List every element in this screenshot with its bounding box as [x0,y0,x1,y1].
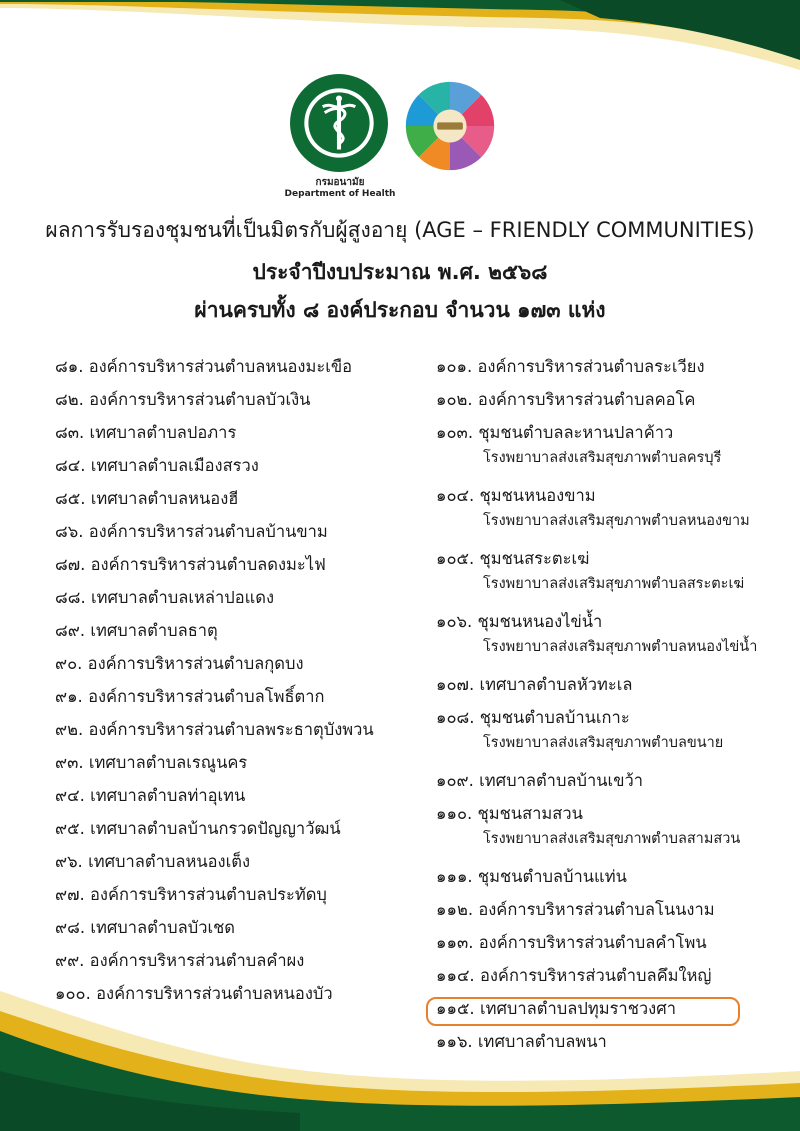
list-item [55,680,425,713]
list-item [436,605,800,655]
list-item-name: องค์การบริหารส่วนตำบลกุดบง [87,654,304,673]
summary-subtitle: ผ่านครบทั้ง ๘ องค์ประกอบ จำนวน ๑๗๓ แห่ง [194,298,606,322]
list-item [436,926,800,959]
list-item [436,860,800,893]
list-item-number: ๑๑๔. [436,966,475,985]
list-item-name: เทศบาลตำบลพนา [477,1032,607,1051]
list-item-name: เทศบาลตำบลหนองฮี [90,489,239,508]
list-item-number: ๑๐๖. [436,612,473,631]
age-friendly-wheel-icon [404,80,496,172]
list-item-number: ๑๐๒. [436,390,473,409]
list-item-name: เทศบาลตำบลปอภาร [89,423,237,442]
list-item-sub-name: โรงพยาบาลส่งเสริมสุขภาพตำบลหนองไข่น้ำ [483,639,758,655]
list-item-name: ชุมชนหนองขาม [479,486,596,505]
list-item-name: ชุมชนสามสวน [477,804,583,823]
list-item-number: ๙๘. [55,918,86,937]
list-item-name: เทศบาลตำบลบัวเชด [90,918,236,937]
list-item-name: ชุมชนตำบลบ้านเกาะ [479,708,630,727]
list-item [436,383,800,416]
list-item-number: ๑๑๓. [436,933,474,952]
list-item-sub-name: โรงพยาบาลส่งเสริมสุขภาพตำบลหนองขาม [483,513,750,529]
list-item-number: ๙๑. [55,687,83,706]
list-item-sub-name: โรงพยาบาลส่งเสริมสุขภาพตำบลสามสวน [483,831,741,847]
list-item-name: องค์การบริหารส่วนตำบลหนองบัว [96,984,333,1003]
list-item-name: องค์การบริหารส่วนตำบลดงมะไฟ [90,555,326,574]
list-item [55,812,425,845]
list-item-number: ๙๗. [55,885,85,904]
list-item [55,383,425,416]
list-item-name: ชุมชนสระตะเฆ่ [479,549,590,568]
list-item-name: ชุมชนหนองไข่น้ำ [477,612,603,631]
list-item-name: เทศบาลตำบลบ้านเขว้า [479,771,643,790]
list-item-number: ๘๑. [55,357,84,376]
list-item-name: องค์การบริหารส่วนตำบลคึมใหญ่ [479,966,712,985]
list-item-number: ๑๑๕. [436,999,475,1018]
list-item [55,350,425,383]
list-item-name: ชุมชนตำบลบ้านแท่น [477,867,627,886]
list-item-number: ๙๙. [55,951,85,970]
list-item [436,668,800,701]
list-item [55,779,425,812]
list-item-name: เทศบาลตำบลหนองเต็ง [88,852,251,871]
list-item [436,764,800,797]
list-item-number: ๙๓. [55,753,84,772]
list-item-name: องค์การบริหารส่วนตำบลระเวียง [477,357,705,376]
list-item-name: องค์การบริหารส่วนตำบลประทัดบุ [90,885,327,904]
list-item-name: เทศบาลตำบลเมืองสรวง [90,456,259,475]
list-item [55,614,425,647]
fiscal-year-subtitle: ประจำปีงบประมาณ พ.ศ. ๒๕๖๘ [252,260,548,284]
list-item [436,797,800,847]
list-item-number: ๑๑๑. [436,867,473,886]
list-item-name: เทศบาลตำบลหัวทะเล [479,675,633,694]
left-community-list [55,350,425,1010]
list-item [436,893,800,926]
list-item-name: องค์การบริหารส่วนตำบลโพธิ์ตาก [88,687,325,706]
list-item-number: ๘๘. [55,588,86,607]
list-item-number: ๑๐๑. [436,357,473,376]
list-item-number: ๙๐. [55,654,83,673]
list-item-number: ๘๕. [55,489,86,508]
list-item-number: ๘๔. [55,456,86,475]
list-item-number: ๑๑๖. [436,1032,473,1051]
list-item-name: เทศบาลตำบลธาตุ [90,621,218,640]
list-item [55,515,425,548]
list-item-name: ชุมชนตำบลละหานปลาค้าว [478,423,674,442]
list-item [55,845,425,878]
list-item-number: ๘๙. [55,621,86,640]
list-item-name: องค์การบริหารส่วนตำบลบ้านขาม [88,522,328,541]
ministry-public-health-seal-icon [288,72,390,174]
right-community-list [436,350,800,1058]
list-item-number: ๑๐๐. [55,984,91,1003]
list-item [55,911,425,944]
list-item [55,878,425,911]
list-item-name: องค์การบริหารส่วนตำบลคำโพน [478,933,707,952]
list-item-number: ๑๑๐. [436,804,473,823]
department-name-english: Department of Health [284,189,396,199]
list-item-number: ๑๐๗. [436,675,475,694]
list-item-name: องค์การบริหารส่วนตำบลหนองมะเขือ [88,357,353,376]
list-item-sub-name: โรงพยาบาลส่งเสริมสุขภาพตำบลขนาย [483,735,724,751]
list-item [55,713,425,746]
list-item [436,542,800,592]
list-item-number: ๙๔. [55,786,85,805]
logo-area [0,72,800,207]
list-item [55,449,425,482]
list-item-name: องค์การบริหารส่วนตำบลพระธาตุบังพวน [88,720,374,739]
list-item-name: องค์การบริหารส่วนตำบลบัวเงิน [89,390,311,409]
list-item [55,416,425,449]
list-item-number: ๑๐๙. [436,771,474,790]
list-item [436,479,800,529]
list-item-number: ๑๐๘. [436,708,475,727]
list-item-number: ๘๗. [55,555,86,574]
department-name-thai: กรมอนามัย [315,177,365,188]
bottom-wave-decoration [0,971,800,1131]
list-item-name: เทศบาลตำบลปทุมราชวงศา [479,999,676,1018]
list-item-number: ๘๖. [55,522,84,541]
list-item-number: ๙๕. [55,819,85,838]
page-title: ผลการรับรองชุมชนที่เป็นมิตรกับผู้สูงอายุ (AGE – FRIENDLY COMMUNITIES) [45,218,755,242]
list-item [55,647,425,680]
list-item-name: เทศบาลตำบลบ้านกรวดปัญญาวัฒน์ [90,819,341,838]
list-item [436,350,800,383]
list-item-number: ๑๐๔. [436,486,475,505]
list-item-name: องค์การบริหารส่วนตำบลคอโค [477,390,696,409]
list-item [55,746,425,779]
list-item [436,701,800,751]
list-item-name: เทศบาลตำบลเรณูนคร [88,753,248,772]
list-item [55,548,425,581]
list-item [436,416,800,466]
list-item-number: ๑๐๓. [436,423,474,442]
list-item-name: องค์การบริหารส่วนตำบลโนนงาม [478,900,715,919]
list-item-number: ๑๑๒. [436,900,474,919]
list-item-number: ๙๖. [55,852,83,871]
list-item-number: ๙๒. [55,720,84,739]
list-item-name: เทศบาลตำบลเหล่าปอแดง [90,588,275,607]
list-item-name: องค์การบริหารส่วนตำบลคำผง [89,951,305,970]
list-item-sub-name: โรงพยาบาลส่งเสริมสุขภาพตำบลครบุรี [483,450,722,466]
list-item-number: ๘๒. [55,390,84,409]
list-item [55,482,425,515]
list-item-sub-name: โรงพยาบาลส่งเสริมสุขภาพตำบลสระตะเฆ่ [483,576,745,592]
list-item [55,581,425,614]
list-item-name: เทศบาลตำบลท่าอุเทน [90,786,246,805]
list-item-number: ๘๓. [55,423,85,442]
list-item-number: ๑๐๕. [436,549,475,568]
